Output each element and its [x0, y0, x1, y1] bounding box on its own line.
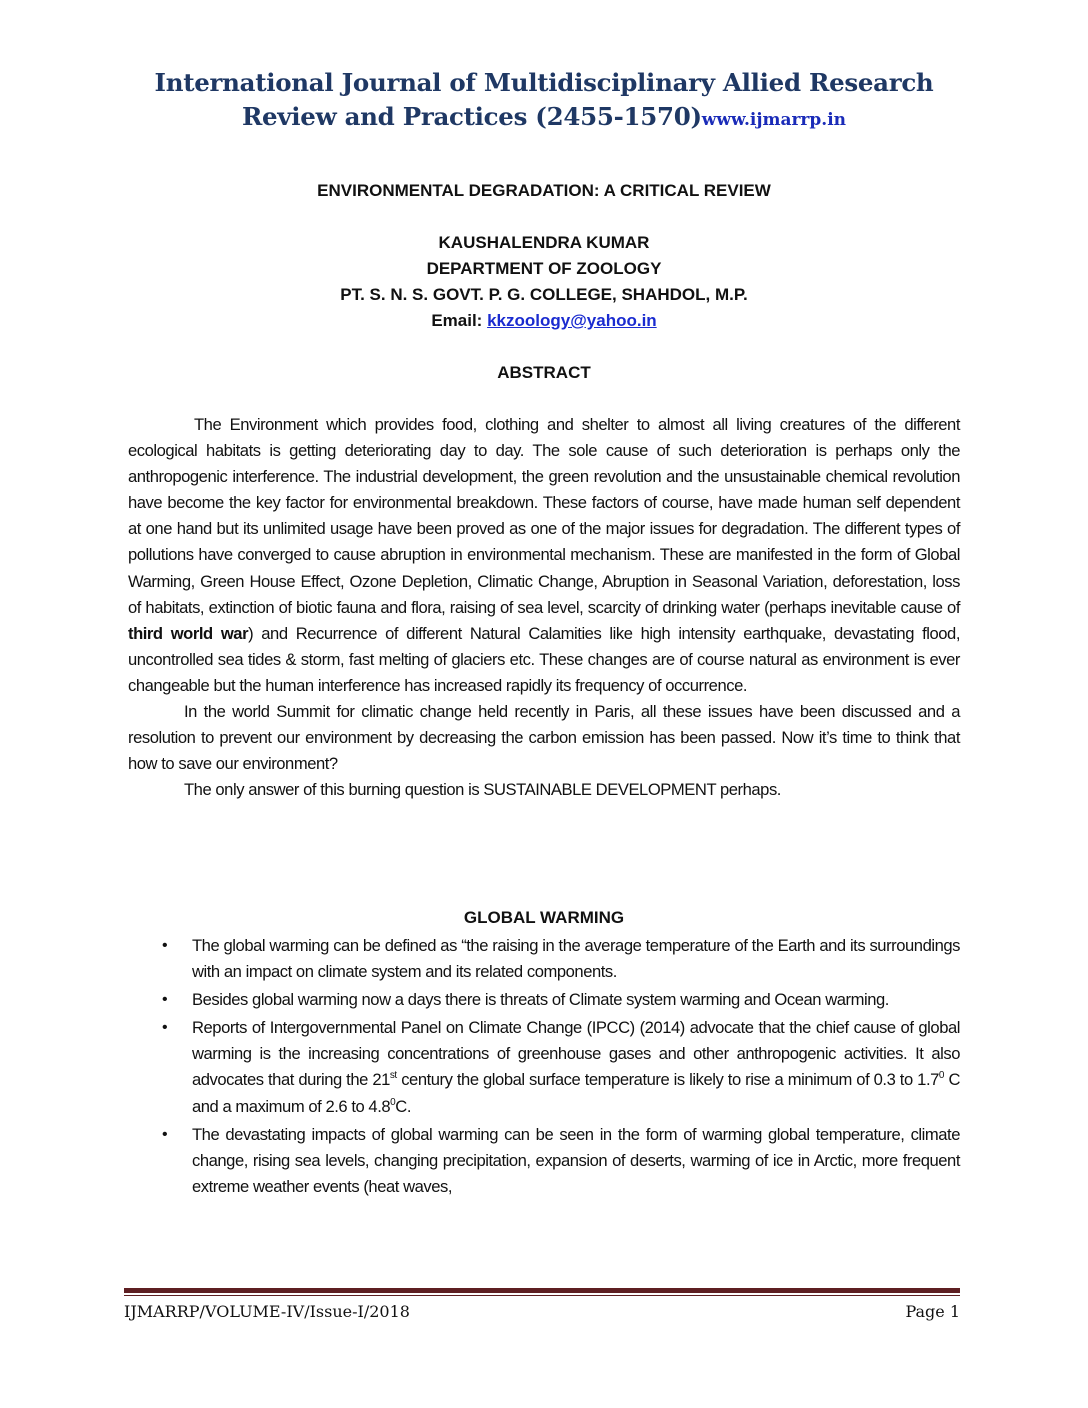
list-item-text: Besides global warming now a days there is threats of Climate system warming and Ocean warming.	[192, 990, 889, 1010]
author-department: DEPARTMENT OF ZOOLOGY	[426, 259, 662, 278]
bullet-icon: •	[162, 991, 168, 1009]
superscript: 0	[938, 1070, 945, 1082]
text-run: century the global surface temperature is likely to rise a minimum of 0.3 to 1.7	[396, 1070, 939, 1090]
author-email-line	[0, 308, 1088, 334]
list-item	[128, 1122, 960, 1200]
email-label: Email:	[431, 311, 488, 330]
journal-website-link[interactable]: www.ijmarrp.in	[701, 110, 847, 130]
paper-title: ENVIRONMENTAL DEGRADATION: A CRITICAL REVIEW	[317, 181, 771, 200]
abstract-heading: ABSTRACT	[497, 363, 591, 382]
text-run: Reports of Intergovernmental Panel on Climate Change (IPCC) (2014) advocate that the chief cause of global warming is the increasing concentrations of greenhouse gases and other anthropogenic activities. It also advocates that during the 21	[192, 1018, 960, 1090]
author-institution: PT. S. N. S. GOVT. P. G. COLLEGE, SHAHDOL, M.P.	[340, 285, 748, 304]
journal-title-line1: International Journal of Multidisciplinary Allied Research	[154, 68, 934, 97]
abstract-text: The Environment which provides food, clothing and shelter to almost all living creatures of the different ecological habitats is getting deteriorating day to day. The sole cause of such deterioration is perhaps only the anthropogenic interference. The industrial development, the green revolution and the unsustainable chemical revolution have become the key factor for environmental breakdown. These factors of course, have made human self dependent at one hand but its unlimited usage have been proved as one of the major issues for degradation. The different types of pollutions have converged to cause abruption in environmental mechanism. These are manifested in the form of Global Warming, Green House Effect, Ozone Depletion, Climatic Change, Abruption in Seasonal Variation, deforestation, loss of habitats, extinction of biotic fauna and flora, raising of sea level, scarcity of drinking water (perhaps inevitable cause of	[128, 415, 960, 617]
footer-divider	[124, 1288, 960, 1293]
footer-divider-thin	[124, 1295, 960, 1296]
text-run: C.	[395, 1096, 411, 1116]
list-item-text	[192, 1018, 960, 1115]
list-item-text: The devastating impacts of global warming can be seen in the form of warming global temperature, climate change, rising sea levels, changing precipitation, expansion of deserts, warming of ice in Arctic, more frequent extreme weather events (heat waves,	[192, 1124, 960, 1196]
abstract-paragraph-2: In the world Summit for climatic change held recently in Paris, all these issues have been discussed and a resolution to prevent our environment by decreasing the carbon emission has been passed. Now it’s time to think that how to save our environment?	[128, 702, 960, 774]
list-item-text: The global warming can be defined as “the raising in the average temperature of the Earth and its surroundings with an impact on climate system and its related components.	[192, 936, 960, 982]
superscript: st	[389, 1070, 397, 1082]
abstract-body	[128, 412, 960, 803]
section-heading-global-warming: GLOBAL WARMING	[463, 908, 625, 927]
superscript: 0	[390, 1096, 396, 1108]
abstract-text: ) and Recurrence of different Natural Calamities like high intensity earthquake, devastating flood, uncontrolled sea tides & storm, fast melting of glaciers etc. These changes are of course natural as environment is ever changeable but the human interference has increased rapidly its frequency of occurrence.	[128, 623, 960, 695]
list-item	[128, 987, 960, 1013]
emphasis-text: third world war	[128, 623, 249, 643]
bullet-icon: •	[162, 1019, 168, 1037]
journal-header	[0, 66, 1088, 137]
abstract-paragraph-1	[128, 412, 960, 699]
bullet-icon: •	[162, 937, 168, 954]
text-run: C and a maximum of 2.6 to 4.8	[192, 1070, 960, 1116]
abstract-paragraph-3: The only answer of this burning question is SUSTAINABLE DEVELOPMENT perhaps.	[184, 780, 781, 800]
email-link[interactable]: kkzoology@yahoo.in	[487, 311, 657, 330]
global-warming-list	[128, 933, 960, 1202]
footer-issue-info: IJMARRP/VOLUME-IV/Issue-I/2018	[124, 1302, 410, 1321]
footer-page-number: Page 1	[905, 1302, 960, 1321]
journal-title-issn: Review and Practices (2455-1570)	[241, 102, 702, 131]
journal-title-line2	[0, 100, 1088, 137]
author-name: KAUSHALENDRA KUMAR	[438, 233, 650, 252]
list-item	[128, 933, 960, 985]
author-block	[0, 230, 1088, 334]
bullet-icon: •	[162, 1125, 168, 1143]
list-item	[128, 1015, 960, 1119]
